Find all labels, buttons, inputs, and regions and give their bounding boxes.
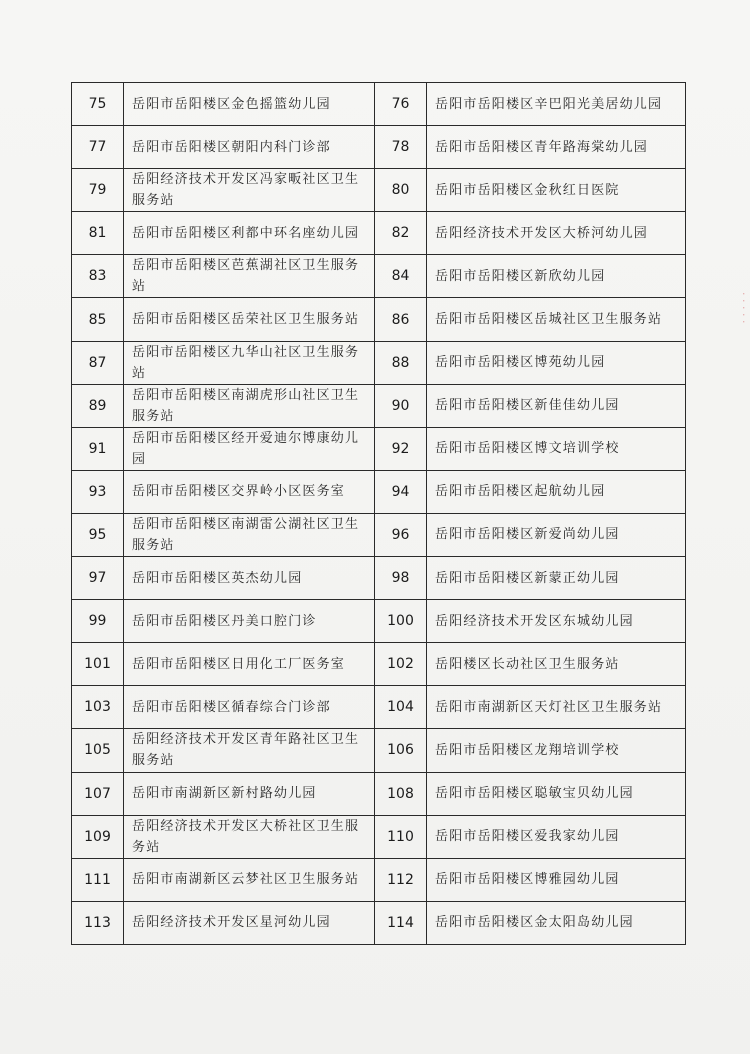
organization-name: 岳阳市岳阳楼区南湖虎形山社区卫生服务站 (124, 384, 375, 427)
table-row (72, 815, 686, 858)
organization-name: 岳阳市岳阳楼区新蒙正幼儿园 (427, 557, 686, 600)
organization-name: 岳阳市岳阳楼区博雅园幼儿园 (427, 858, 686, 901)
row-number: 102 (375, 643, 427, 686)
row-number: 77 (72, 126, 124, 169)
table-row (72, 255, 686, 298)
row-number: 106 (375, 729, 427, 772)
organization-name: 岳阳楼区长动社区卫生服务站 (427, 643, 686, 686)
organization-name: 岳阳市岳阳楼区九华山社区卫生服务站 (124, 341, 375, 384)
organization-name: 岳阳市岳阳楼区交界岭小区医务室 (124, 470, 375, 513)
organization-name: 岳阳市岳阳楼区南湖雷公湖社区卫生服务站 (124, 513, 375, 556)
row-number: 112 (375, 858, 427, 901)
row-number: 93 (72, 470, 124, 513)
organization-name: 岳阳市岳阳楼区博文培训学校 (427, 427, 686, 470)
organization-name: 岳阳市岳阳楼区丹美口腔门诊 (124, 600, 375, 643)
organization-name: 岳阳市岳阳楼区青年路海棠幼儿园 (427, 126, 686, 169)
row-number: 104 (375, 686, 427, 729)
table-row (72, 298, 686, 341)
row-number: 95 (72, 513, 124, 556)
row-number: 83 (72, 255, 124, 298)
row-number: 97 (72, 557, 124, 600)
organization-name: 岳阳市岳阳楼区金秋红日医院 (427, 169, 686, 212)
table-row (72, 600, 686, 643)
row-number: 78 (375, 126, 427, 169)
row-number: 110 (375, 815, 427, 858)
table-row (72, 686, 686, 729)
row-number: 111 (72, 858, 124, 901)
row-number: 109 (72, 815, 124, 858)
organization-name: 岳阳经济技术开发区大桥河幼儿园 (427, 212, 686, 255)
organization-name: 岳阳市岳阳楼区芭蕉湖社区卫生服务站 (124, 255, 375, 298)
row-number: 96 (375, 513, 427, 556)
organization-name: 岳阳市岳阳楼区辛巴阳光美居幼儿园 (427, 83, 686, 126)
organization-name: 岳阳经济技术开发区青年路社区卫生服务站 (124, 729, 375, 772)
table-row (72, 341, 686, 384)
organization-name: 岳阳市岳阳楼区新爱尚幼儿园 (427, 513, 686, 556)
organization-name: 岳阳经济技术开发区冯家畈社区卫生服务站 (124, 169, 375, 212)
row-number: 103 (72, 686, 124, 729)
organization-name: 岳阳市岳阳楼区利都中环名座幼儿园 (124, 212, 375, 255)
row-number: 113 (72, 901, 124, 944)
table-row (72, 513, 686, 556)
table-row (72, 169, 686, 212)
table-row (72, 470, 686, 513)
row-number: 94 (375, 470, 427, 513)
row-number: 107 (72, 772, 124, 815)
row-number: 92 (375, 427, 427, 470)
table-row (72, 643, 686, 686)
row-number: 75 (72, 83, 124, 126)
organization-name: 岳阳市岳阳楼区起航幼儿园 (427, 470, 686, 513)
row-number: 101 (72, 643, 124, 686)
row-number: 82 (375, 212, 427, 255)
row-number: 79 (72, 169, 124, 212)
organization-list-table (71, 82, 686, 945)
row-number: 105 (72, 729, 124, 772)
organization-name: 岳阳市南湖新区云梦社区卫生服务站 (124, 858, 375, 901)
table-row (72, 557, 686, 600)
table-row (72, 126, 686, 169)
table-row (72, 729, 686, 772)
organization-name: 岳阳经济技术开发区大桥社区卫生服务站 (124, 815, 375, 858)
organization-name: 岳阳市岳阳楼区英杰幼儿园 (124, 557, 375, 600)
organization-name: 岳阳市岳阳楼区经开爱迪尔博康幼儿园 (124, 427, 375, 470)
edge-stamp-mark: · · · · · (737, 292, 750, 324)
row-number: 89 (72, 384, 124, 427)
row-number: 99 (72, 600, 124, 643)
table-row (72, 384, 686, 427)
table-row (72, 212, 686, 255)
organization-name: 岳阳市岳阳楼区新佳佳幼儿园 (427, 384, 686, 427)
row-number: 76 (375, 83, 427, 126)
table-row (72, 901, 686, 944)
row-number: 98 (375, 557, 427, 600)
row-number: 91 (72, 427, 124, 470)
table-row (72, 427, 686, 470)
organization-name: 岳阳市岳阳楼区爱我家幼儿园 (427, 815, 686, 858)
row-number: 80 (375, 169, 427, 212)
organization-name: 岳阳市岳阳楼区聪敏宝贝幼儿园 (427, 772, 686, 815)
row-number: 114 (375, 901, 427, 944)
organization-name: 岳阳市岳阳楼区龙翔培训学校 (427, 729, 686, 772)
table-row (72, 858, 686, 901)
row-number: 87 (72, 341, 124, 384)
organization-name: 岳阳市岳阳楼区博苑幼儿园 (427, 341, 686, 384)
row-number: 86 (375, 298, 427, 341)
row-number: 88 (375, 341, 427, 384)
row-number: 108 (375, 772, 427, 815)
organization-name: 岳阳经济技术开发区东城幼儿园 (427, 600, 686, 643)
organization-name: 岳阳市南湖新区新村路幼儿园 (124, 772, 375, 815)
organization-name: 岳阳经济技术开发区星河幼儿园 (124, 901, 375, 944)
table-row (72, 83, 686, 126)
organization-name: 岳阳市岳阳楼区日用化工厂医务室 (124, 643, 375, 686)
organization-name: 岳阳市岳阳楼区新欣幼儿园 (427, 255, 686, 298)
organization-name: 岳阳市岳阳楼区朝阳内科门诊部 (124, 126, 375, 169)
table-body (72, 83, 686, 945)
organization-name: 岳阳市岳阳楼区金色摇篮幼儿园 (124, 83, 375, 126)
organization-name: 岳阳市岳阳楼区岳城社区卫生服务站 (427, 298, 686, 341)
organization-name: 岳阳市岳阳楼区循春综合门诊部 (124, 686, 375, 729)
organization-name: 岳阳市南湖新区天灯社区卫生服务站 (427, 686, 686, 729)
row-number: 81 (72, 212, 124, 255)
row-number: 84 (375, 255, 427, 298)
table-row (72, 772, 686, 815)
row-number: 85 (72, 298, 124, 341)
organization-name: 岳阳市岳阳楼区岳荣社区卫生服务站 (124, 298, 375, 341)
row-number: 100 (375, 600, 427, 643)
row-number: 90 (375, 384, 427, 427)
organization-name: 岳阳市岳阳楼区金太阳岛幼儿园 (427, 901, 686, 944)
